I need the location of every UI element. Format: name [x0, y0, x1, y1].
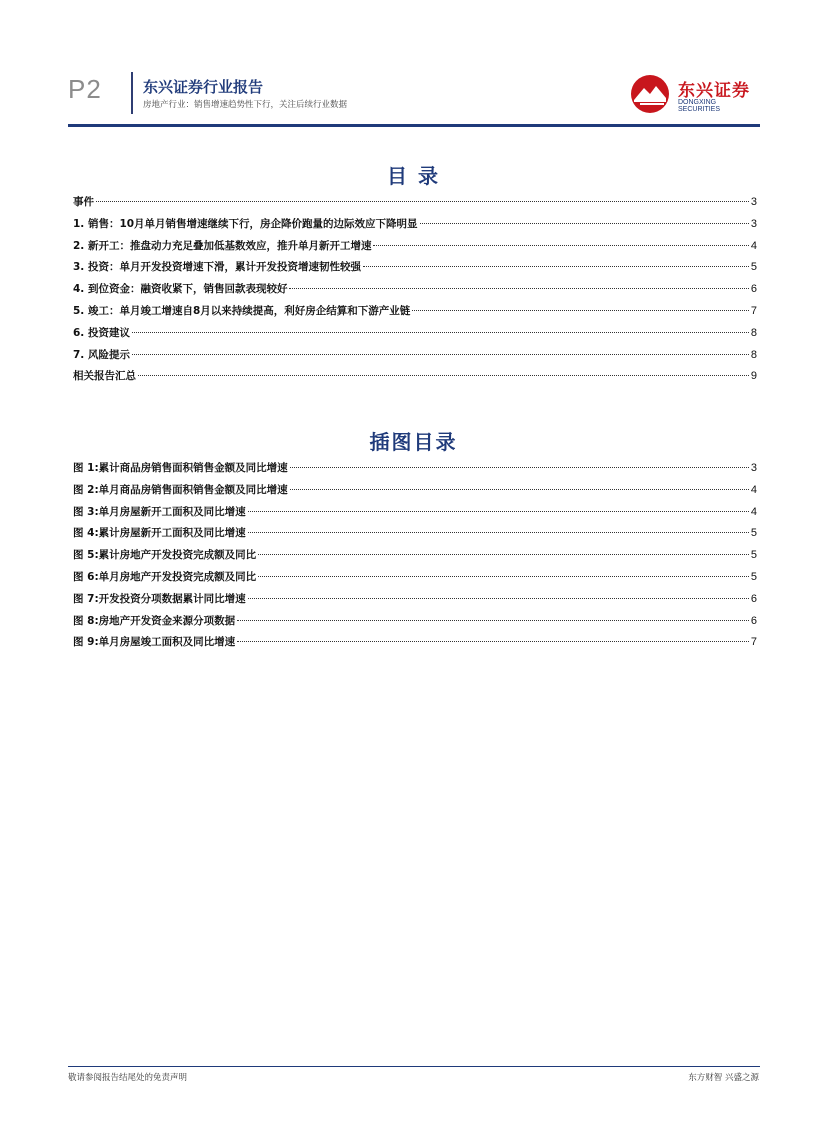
- company-logo: [630, 72, 760, 116]
- toc-entry[interactable]: [73, 347, 757, 369]
- figure-list-title: 插图目录: [369, 430, 458, 454]
- toc-entry-page: 7: [750, 304, 757, 317]
- toc-entry-label: 4. 到位资金：融资收紧下，销售回款表现较好: [73, 283, 288, 296]
- figure-entry-label: 图 3:单月房屋新开工面积及同比增速: [73, 505, 246, 518]
- toc-entry[interactable]: [73, 259, 757, 281]
- toc-entry[interactable]: [73, 216, 757, 238]
- dot-leader: [237, 620, 749, 621]
- dot-leader: [290, 489, 749, 490]
- dot-leader: [258, 576, 749, 577]
- header-divider: [131, 72, 133, 114]
- toc-entry-label: 1. 销售：10月单月销售增速继续下行，房企降价跑量的边际效应下降明显: [73, 217, 418, 230]
- report-title: 东兴证券行业报告: [143, 78, 264, 96]
- figure-entry-page: 6: [750, 614, 757, 627]
- toc-entry-label: 相关报告汇总: [73, 370, 136, 383]
- figure-entry-label: 图 7:开发投资分项数据累计同比增速: [73, 592, 246, 605]
- toc-entry-page: 8: [750, 348, 757, 361]
- figure-entry[interactable]: [73, 613, 757, 635]
- dot-leader: [420, 223, 749, 224]
- toc-list: [73, 194, 757, 390]
- toc-entry[interactable]: [73, 281, 757, 303]
- figure-entry[interactable]: [73, 591, 757, 613]
- figure-entry-label: 图 5:累计房地产开发投资完成额及同比: [73, 549, 257, 562]
- toc-entry[interactable]: [73, 325, 757, 347]
- figure-entry-page: 6: [750, 592, 757, 605]
- toc-title: 目 录: [387, 164, 440, 188]
- figure-entry-label: 图 8:房地产开发资金来源分项数据: [73, 614, 236, 627]
- dot-leader: [248, 532, 749, 533]
- figure-entry[interactable]: [73, 525, 757, 547]
- toc-entry-label: 事件: [73, 196, 94, 208]
- report-subtitle: 房地产行业：销售增速趋势性下行，关注后续行业数据: [143, 100, 348, 110]
- logo-chinese-name: 东兴证券: [678, 81, 750, 101]
- logo-mark-icon: [630, 74, 674, 114]
- figure-entry-page: 5: [750, 549, 757, 562]
- toc-entry-page: 6: [750, 283, 757, 296]
- dot-leader: [237, 641, 749, 642]
- toc-entry[interactable]: [73, 303, 757, 325]
- figure-entry[interactable]: [73, 460, 757, 482]
- figure-list: [73, 460, 757, 656]
- dot-leader: [248, 598, 749, 599]
- toc-entry-label: 3. 投资：单月开发投资增速下滑，累计开发投资增速韧性较强: [73, 261, 361, 274]
- toc-entry[interactable]: [73, 194, 757, 216]
- toc-entry-page: 3: [750, 217, 757, 230]
- toc-entry[interactable]: [73, 238, 757, 260]
- page-number: P2: [68, 74, 102, 104]
- footer-disclaimer: 敬请参阅报告结尾处的免责声明: [68, 1073, 188, 1083]
- figure-entry[interactable]: [73, 634, 757, 656]
- footer-rule: [68, 1066, 760, 1067]
- toc-entry-label: 6. 投资建议: [73, 326, 130, 339]
- dot-leader: [289, 288, 748, 289]
- figure-entry-label: 图 4:累计房屋新开工面积及同比增速: [73, 527, 246, 540]
- toc-entry-label: 7. 风险提示: [73, 348, 130, 361]
- toc-entry-page: 9: [750, 370, 757, 383]
- figure-entry-page: 7: [750, 636, 757, 649]
- toc-entry-page: 4: [750, 239, 757, 252]
- figure-entry[interactable]: [73, 504, 757, 526]
- figure-entry-page: 4: [750, 505, 757, 518]
- figure-entry-page: 5: [750, 527, 757, 540]
- footer-slogan: 东方财智 兴盛之源: [688, 1073, 759, 1083]
- dot-leader: [258, 554, 749, 555]
- toc-entry-page: 5: [750, 261, 757, 274]
- dot-leader: [248, 511, 749, 512]
- figure-entry[interactable]: [73, 482, 757, 504]
- figure-entry-page: 3: [750, 462, 757, 474]
- figure-entry-label: 图 6:单月房地产开发投资完成额及同比: [73, 570, 257, 583]
- figure-entry-page: 5: [750, 570, 757, 583]
- page-header: [0, 0, 827, 130]
- figure-entry-page: 4: [750, 483, 757, 496]
- dot-leader: [373, 245, 748, 246]
- header-rule: [68, 124, 760, 127]
- toc-entry-label: 2. 新开工：推盘动力充足叠加低基数效应，推升单月新开工增速: [73, 239, 372, 252]
- dot-leader: [412, 310, 749, 311]
- figure-entry-label: 图 9:单月房屋竣工面积及同比增速: [73, 636, 236, 649]
- toc-entry-page: 3: [750, 196, 757, 208]
- dot-leader: [132, 332, 749, 333]
- toc-entry-label: 5. 竣工：单月竣工增速自8月以来持续提高，利好房企结算和下游产业链: [73, 304, 411, 317]
- figure-entry-label: 图 2:单月商品房销售面积销售金额及同比增速: [73, 483, 288, 496]
- dot-leader: [132, 354, 749, 355]
- logo-english-name: DONGXING SECURITIES: [678, 99, 721, 113]
- figure-entry-label: 图 1:累计商品房销售面积销售金额及同比增速: [73, 462, 288, 474]
- toc-entry[interactable]: [73, 368, 757, 390]
- dot-leader: [96, 201, 749, 202]
- toc-entry-page: 8: [750, 326, 757, 339]
- dot-leader: [290, 467, 749, 468]
- figure-entry[interactable]: [73, 569, 757, 591]
- dot-leader: [363, 266, 749, 267]
- dot-leader: [138, 375, 749, 376]
- figure-entry[interactable]: [73, 547, 757, 569]
